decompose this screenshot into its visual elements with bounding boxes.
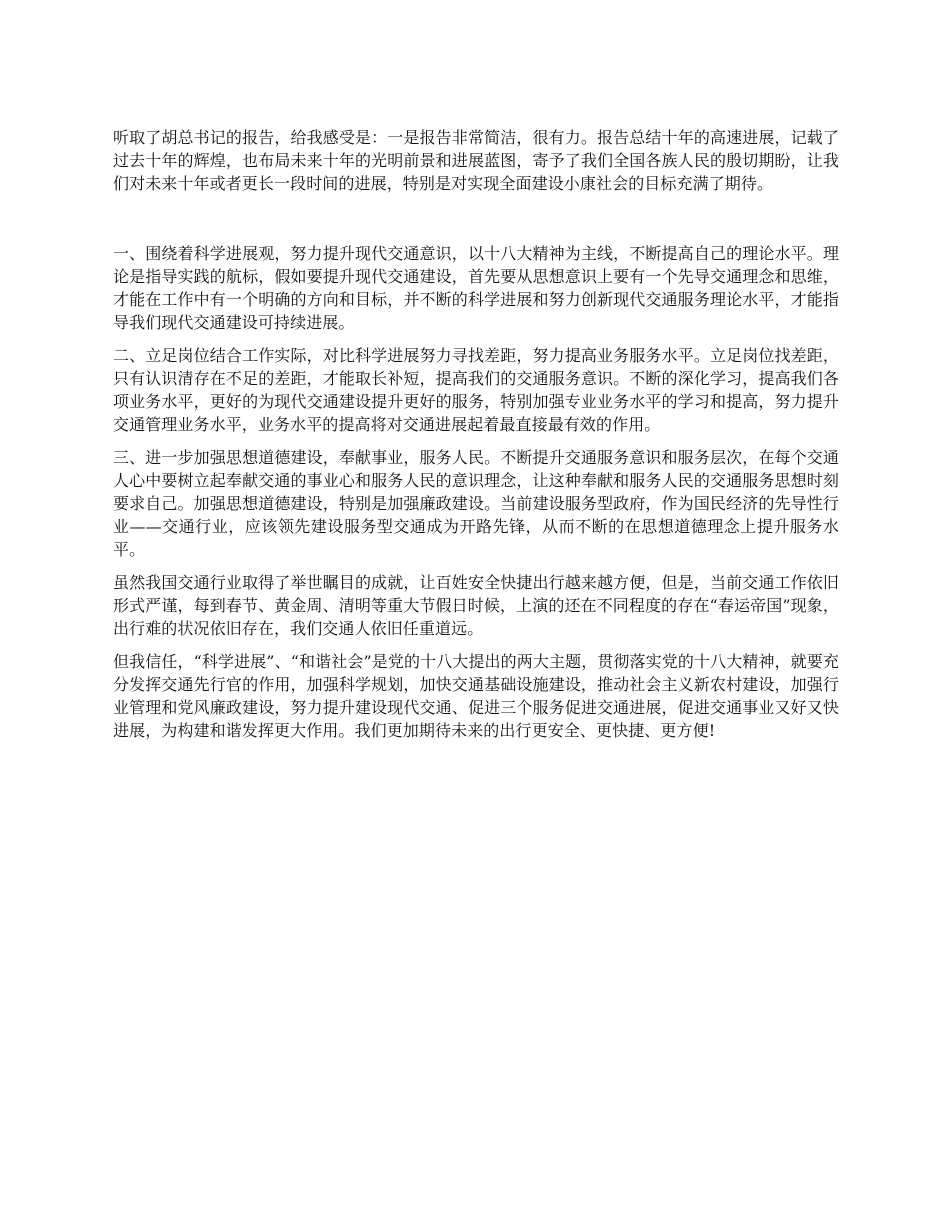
paragraph-intro: 听取了胡总书记的报告，给我感受是：一是报告非常简洁，很有力。报告总结十年的高速进展，记载了过去十年的辉煌，也布局未来十年的光明前景和进展蓝图，寄予了我们全国各族人民的殷切期盼，让我们对未来十年或者更长一段时间的进展，特别是对实现全面建设小康社会的目标充满了期待。 [113,128,839,193]
paragraph-point-two: 二、立足岗位结合工作实际，对比科学进展努力寻找差距，努力提高业务服务水平。立足岗位找差距，只有认识清存在不足的差距，才能取长补短，提高我们的交通服务意识。不断的深化学习，提高我们各项业务水平，更好的为现代交通建设提升更好的服务，特别加强专业业务水平的学习和提高，努力提升交通管理业务水平，业务水平的提高将对交通进展起着最直接最有效的作用。 [113,346,839,434]
document-body [113,126,839,752]
paragraph-achievements: 虽然我国交通行业取得了举世瞩目的成就，让百姓安全快捷出行越来越方便，但是，当前交通工作依旧形式严谨，每到春节、黄金周、清明等重大节假日时候，上演的还在不同程度的存在“春运帝国”现象，出行难的状况依旧存在，我们交通人依旧任重道远。 [113,573,839,638]
paragraph-conclusion: 但我信任，“科学进展”、“和谐社会”是党的十八大提出的两大主题，贯彻落实党的十八大精神，就要充分发挥交通先行官的作用，加强科学规划，加快交通基础设施建设，推动社会主义新农村建设，加强行业管理和党风廉政建设，努力提升建设现代交通、促进三个服务促进交通进展，促进交通事业又好又快进展，为构建和谐发挥更大作用。我们更加期待未来的出行更安全、更快捷、更方便! [113,652,839,740]
paragraph-point-one: 一、围绕着科学进展观，努力提升现代交通意识，以十八大精神为主线，不断提高自己的理论水平。理论是指导实践的航标，假如要提升现代交通建设，首先要从思想意识上要有一个先导交通理念和思维，才能在工作中有一个明确的方向和目标，并不断的科学进展和努力创新现代交通服务理论水平，才能指导我们现代交通建设可持续进展。 [113,244,839,332]
paragraph-point-three: 三、进一步加强思想道德建设，奉献事业，服务人民。不断提升交通服务意识和服务层次，在每个交通人心中要树立起奉献交通的事业心和服务人民的意识理念，让这种奉献和服务人民的交通服务思想时刻要求自己。加强思想道德建设，特别是加强廉政建设。当前建设服务型政府，作为国民经济的先导性行业——交通行业，应该领先建设服务型交通成为开路先锋，从而不断的在思想道德理念上提升服务水平。 [113,448,839,559]
